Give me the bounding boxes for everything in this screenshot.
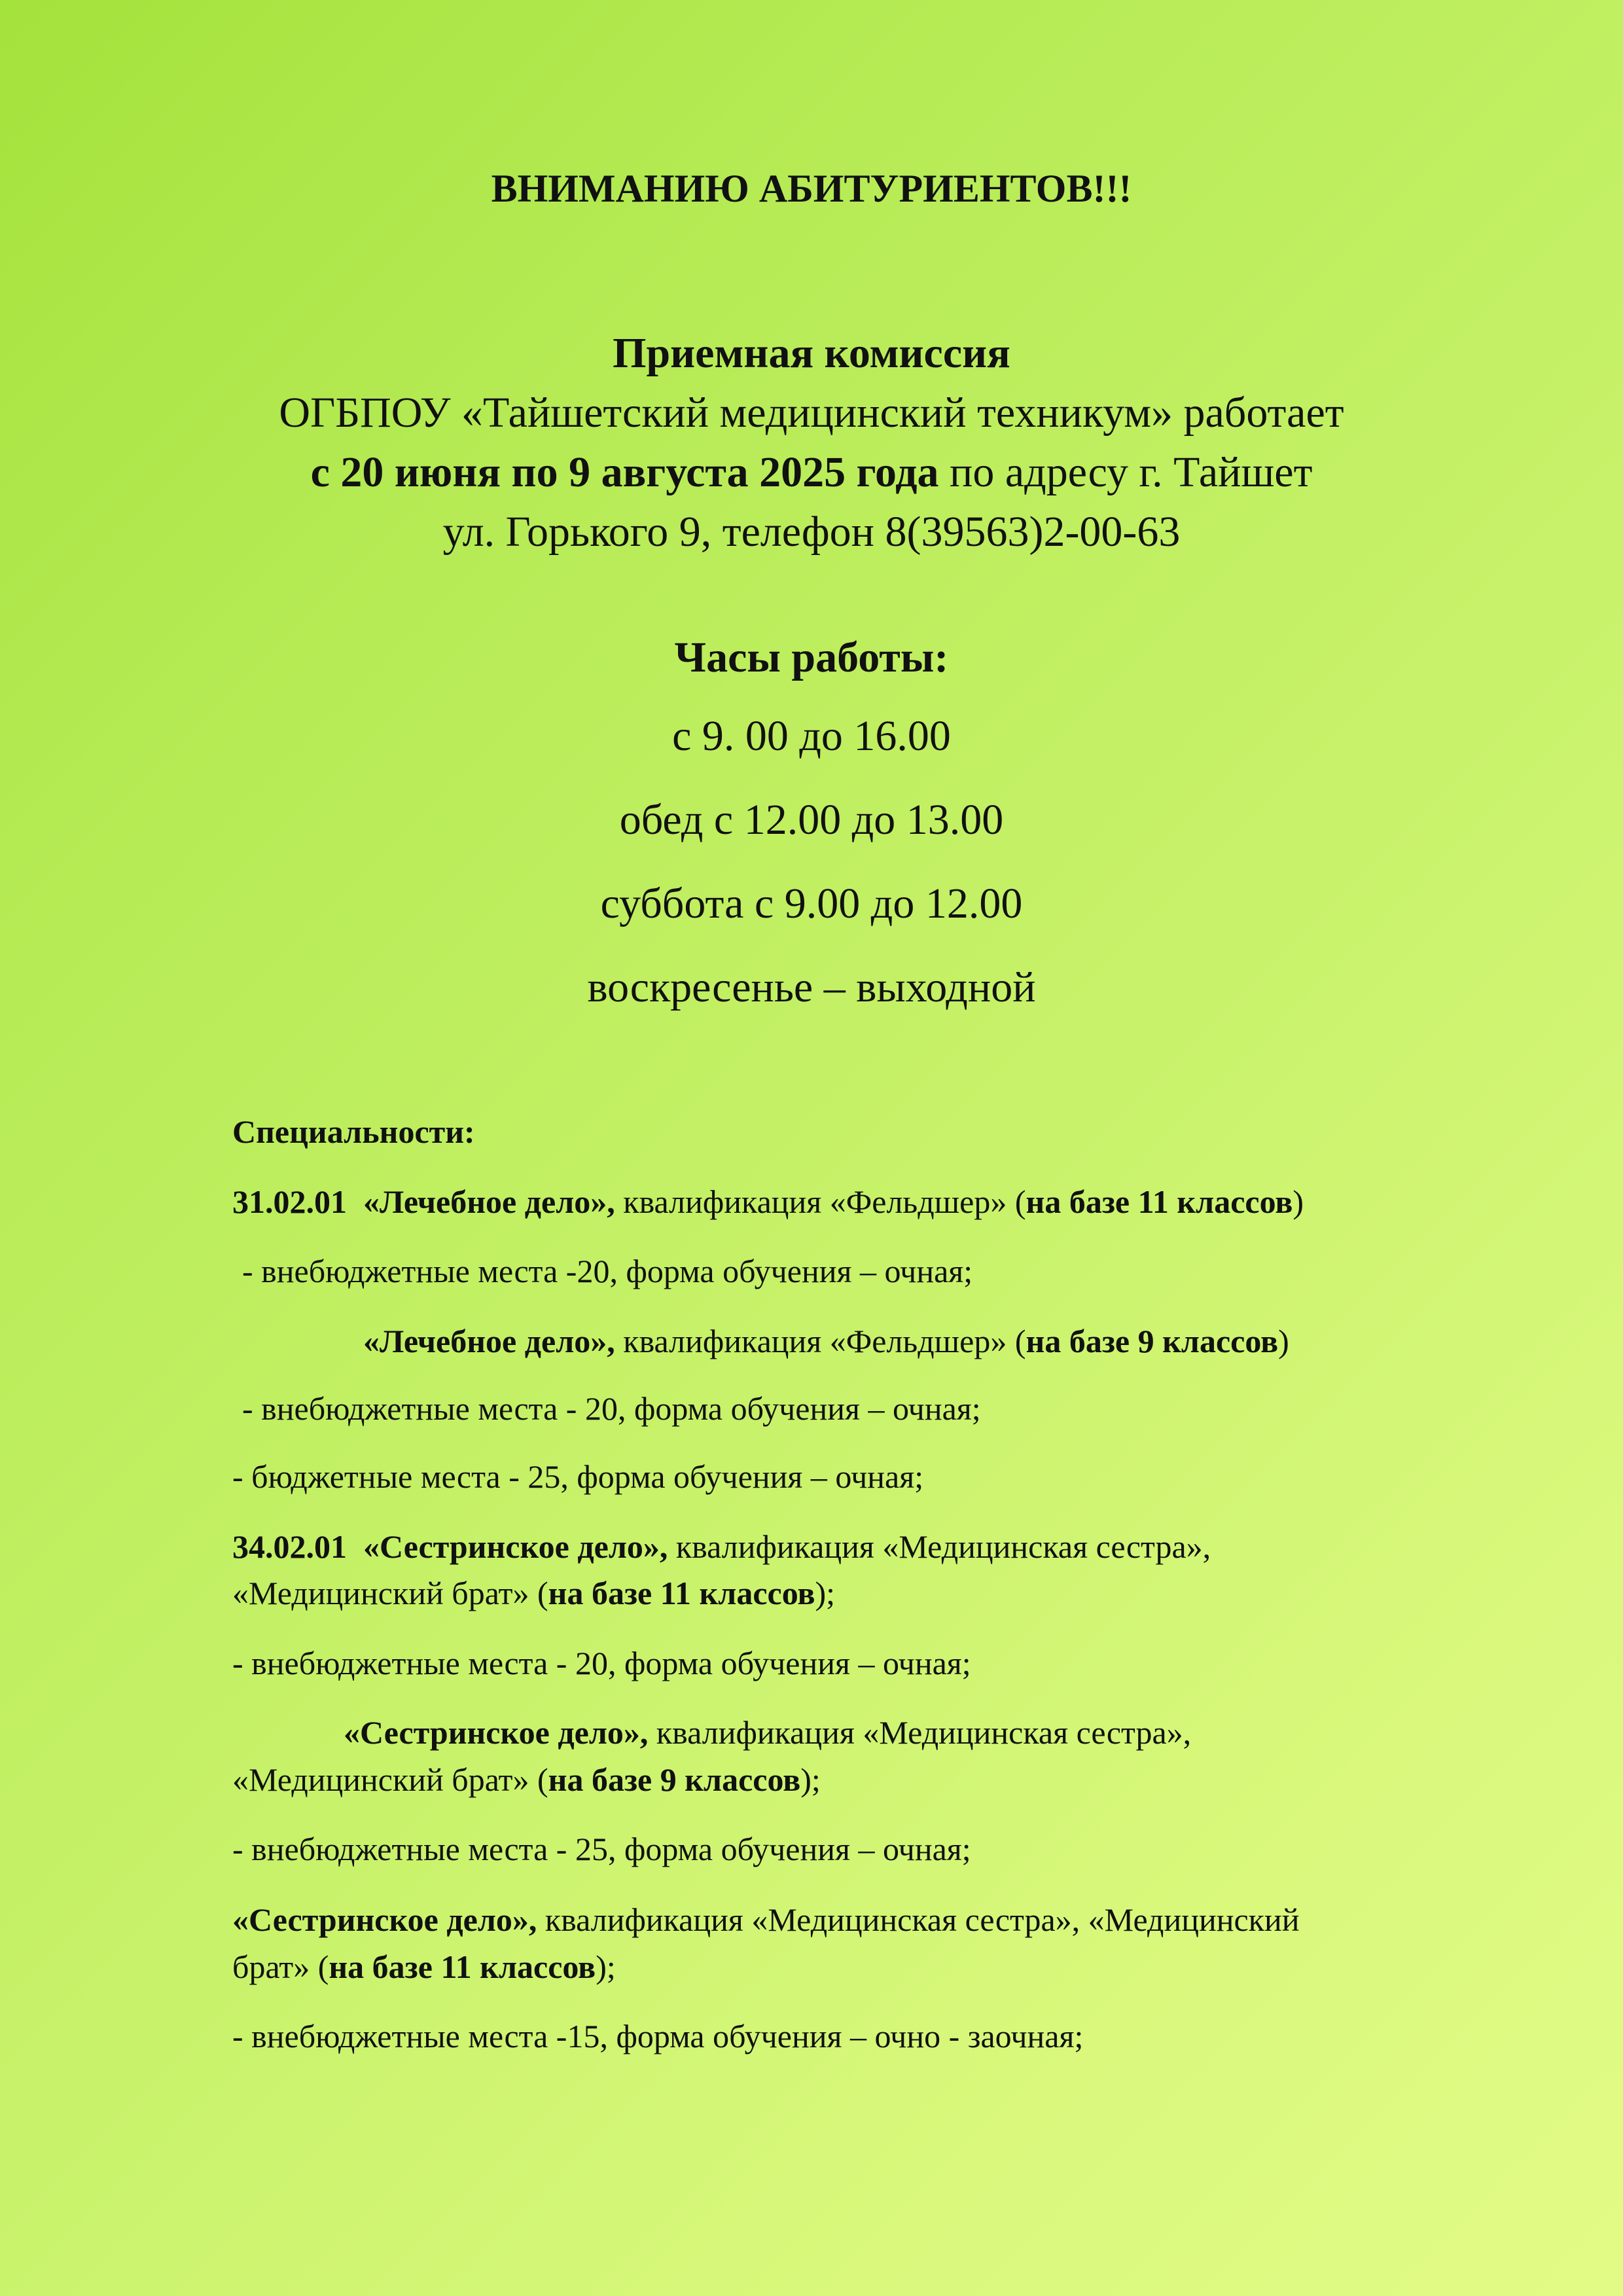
specialty-2 (363, 1316, 1289, 1367)
specialty-1-qualification: квалификация «Фельдшер» ( (615, 1183, 1026, 1220)
specialty-5-line-1 (232, 1894, 1299, 1945)
specialty-5-end: ); (596, 1948, 616, 1985)
hours-sunday: воскресенье – выходной (587, 963, 1036, 1011)
specialty-3-line-2 (232, 1568, 835, 1619)
specialty-2-qualification: квалификация «Фельдшер» ( (615, 1323, 1026, 1359)
specialty-1-base: на базе 11 классов (1026, 1183, 1293, 1220)
specialty-2-name: «Лечебное дело», (363, 1323, 615, 1359)
specialty-3-places: - внебюджетные места - 20, форма обучения – очная; (232, 1645, 971, 1681)
hours-heading: Часы работы: (674, 634, 949, 681)
specialty-2-places-budget: - бюджетные места - 25, форма обучения – очная; (232, 1458, 924, 1495)
specialty-4-qualification: квалификация «Медицинская сестра», (648, 1714, 1192, 1751)
commission-dates-line (0, 440, 1623, 505)
specialty-5-qualification: квалификация «Медицинская сестра», «Медицинский (537, 1901, 1300, 1938)
specialty-4-places: - внебюджетные места - 25, форма обучения – очная; (232, 1831, 971, 1867)
specialty-1-end: ) (1293, 1183, 1304, 1220)
specialty-1-name: «Лечебное дело», (363, 1183, 615, 1220)
specialty-4-line-2 (232, 1754, 821, 1805)
specialty-3-name: «Сестринское дело», (363, 1528, 668, 1565)
specialty-5-qualification-2: брат» ( (232, 1948, 329, 1985)
commission-address-start: по адресу г. Тайшет (938, 448, 1313, 496)
specialty-2-end: ) (1278, 1323, 1289, 1359)
specialty-4-base: на базе 9 классов (548, 1761, 801, 1798)
page-title: ВНИМАНИЮ АБИТУРИЕНТОВ!!! (491, 167, 1132, 210)
specialty-4-name: «Сестринское дело», (344, 1714, 649, 1751)
specialty-1 (232, 1176, 1304, 1227)
specialty-4-qualification-2: «Медицинский брат» ( (232, 1761, 548, 1798)
specialty-5-line-2 (232, 1941, 616, 1992)
specialty-5-name: «Сестринское дело», (232, 1901, 537, 1938)
specialty-3-line-1 (232, 1521, 1211, 1572)
commission-heading: Приемная комиссия (613, 329, 1010, 377)
specialty-1-code: 31.02.01 (232, 1183, 347, 1220)
specialty-5-base: на базе 11 классов (329, 1948, 596, 1985)
specialty-4-end: ); (800, 1761, 821, 1798)
hours-weekday: с 9. 00 до 16.00 (672, 712, 951, 760)
commission-address-line: ул. Горького 9, телефон 8(39563)2-00-63 (442, 508, 1181, 556)
hours-lunch: обед с 12.00 до 13.00 (619, 796, 1004, 844)
commission-line-1: ОГБПОУ «Тайшетский медицинский техникум» работает (279, 389, 1344, 437)
specialty-2-places-paid: - внебюджетные места - 20, форма обучения – очная; (242, 1390, 981, 1427)
specialty-3-end: ); (815, 1575, 836, 1611)
specialty-1-places: - внебюджетные места -20, форма обучения – очная; (242, 1253, 973, 1289)
specialty-2-base: на базе 9 классов (1026, 1323, 1279, 1359)
specialty-3-qualification: квалификация «Медицинская сестра», (668, 1528, 1211, 1565)
specialty-3-base: на базе 11 классов (548, 1575, 815, 1611)
specialty-4-line-1 (344, 1707, 1191, 1758)
specialty-3-code: 34.02.01 (232, 1528, 347, 1565)
specialties-heading: Специальности: (232, 1113, 475, 1150)
commission-dates: с 20 июня по 9 августа 2025 года (310, 448, 939, 496)
specialty-3-qualification-2: «Медицинский брат» ( (232, 1575, 548, 1611)
hours-saturday: суббота с 9.00 до 12.00 (600, 880, 1023, 927)
specialty-5-places: - внебюджетные места -15, форма обучения – очно - заочная; (232, 2018, 1084, 2054)
